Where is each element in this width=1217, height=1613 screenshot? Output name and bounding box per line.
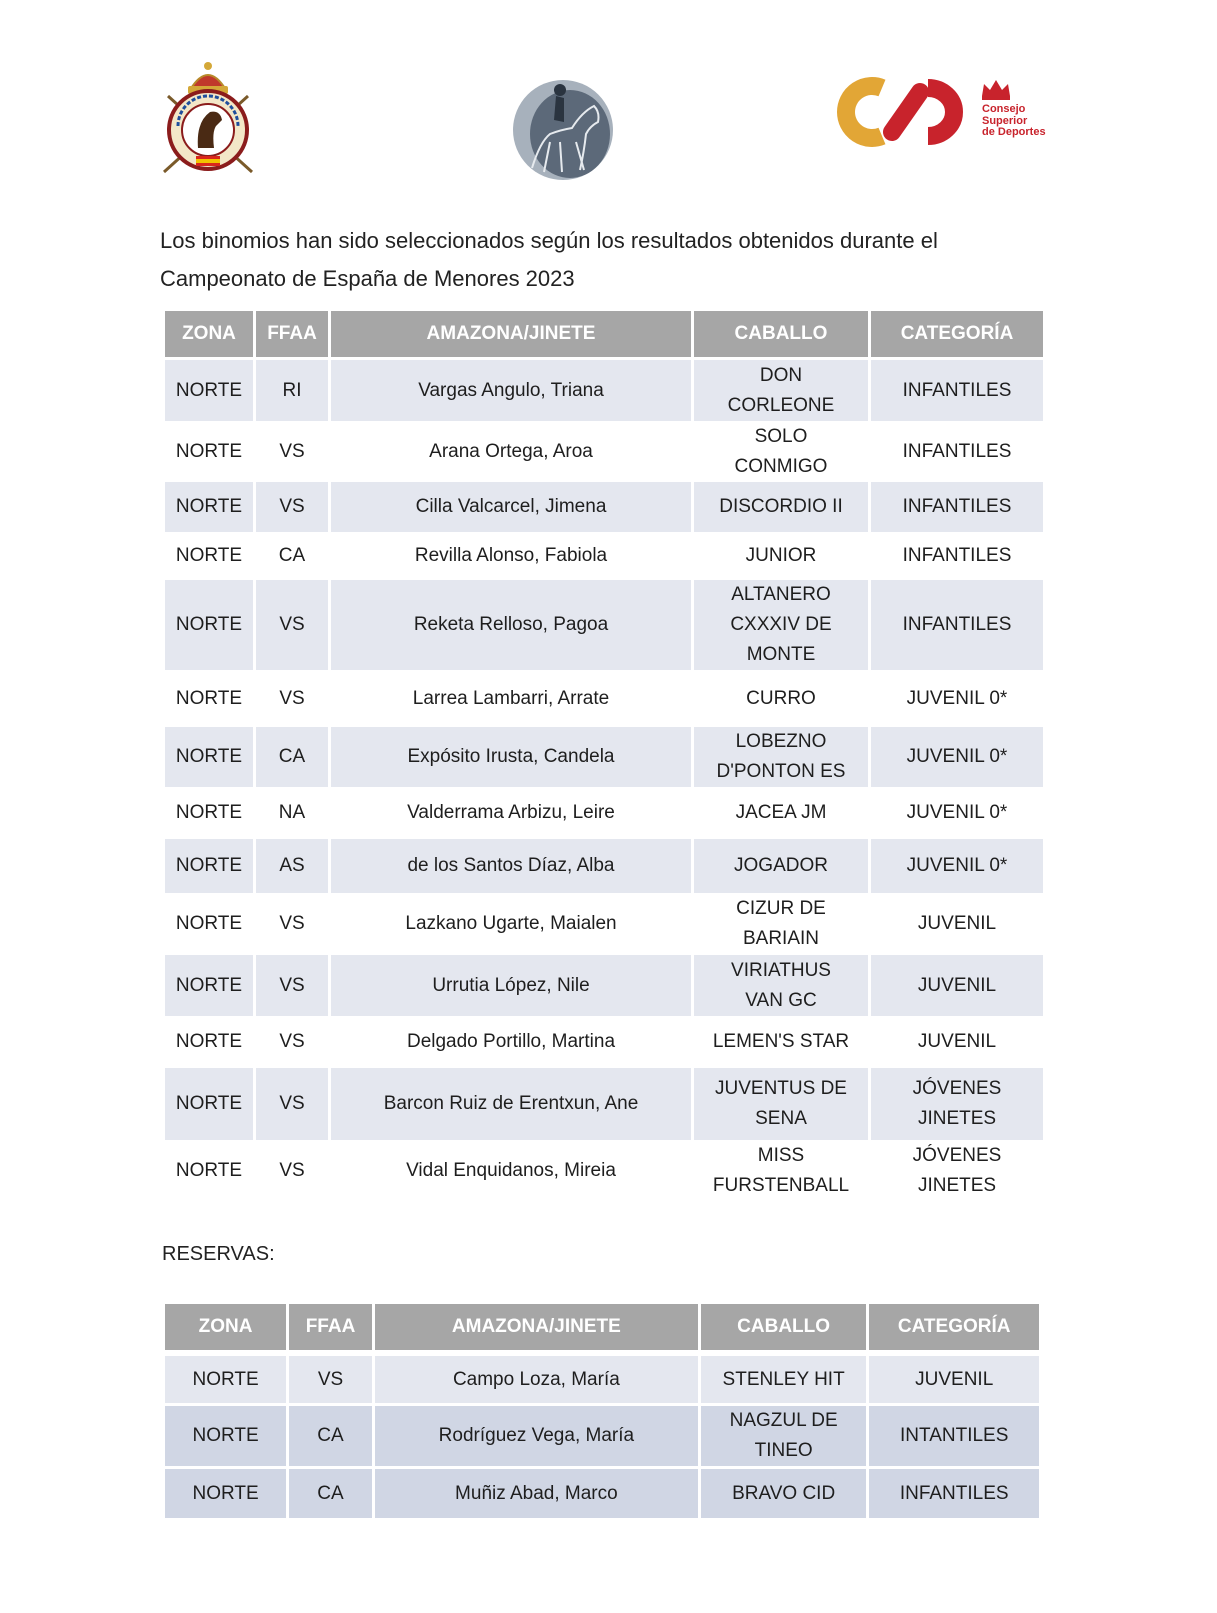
reservas-label: RESERVAS: [162,1243,275,1265]
table-row [165,421,1043,482]
cell-categoria: JUVENIL [871,893,1043,955]
cell-ffaa: VS [289,1353,372,1403]
cell-jinete: Expósito Irusta, Candela [331,727,691,787]
csd-logo [836,74,1062,150]
cell-ffaa: VS [256,1068,328,1140]
reserves-header-row [165,1304,1039,1353]
cell-categoria: INFANTILES [871,482,1043,532]
header-ffaa: FFAA [289,1304,372,1353]
cell-jinete: de los Santos Díaz, Alba [331,839,691,893]
cell-zona: NORTE [165,482,253,532]
table-row [165,787,1043,839]
csd-mark-icon [836,74,976,150]
cell-ffaa: VS [256,1016,328,1068]
cell-categoria: JUVENIL [869,1353,1039,1403]
cell-categoria: INFANTILES [869,1466,1039,1518]
cell-ffaa: VS [256,893,328,955]
cell-ffaa: AS [256,839,328,893]
cell-jinete: Vidal Enquidanos, Mireia [331,1140,691,1202]
cell-caballo: ALTANERO CXXXIV DE MONTE [694,580,868,670]
cell-categoria: INTANTILES [869,1403,1039,1466]
selection-table [162,311,1046,1202]
table-row [165,1016,1043,1068]
cell-caballo: BRAVO CID [701,1466,867,1518]
table-row [165,893,1043,955]
cell-caballo: JUNIOR [694,532,868,580]
cell-caballo: JOGADOR [694,839,868,893]
cell-jinete: Revilla Alonso, Fabiola [331,532,691,580]
csd-text [982,104,1046,139]
table-row [165,1140,1043,1202]
csd-line-1: Consejo [982,103,1026,115]
cell-categoria: JUVENIL 0* [871,839,1043,893]
header-categoria: CATEGORÍA [871,311,1043,360]
cell-zona: NORTE [165,421,253,482]
cell-caballo: CURRO [694,670,868,727]
cell-zona: NORTE [165,1403,286,1466]
cell-zona: NORTE [165,1140,253,1202]
reserves-table [162,1304,1042,1518]
cell-zona: NORTE [165,1353,286,1403]
table-row [165,580,1043,670]
cell-jinete: Muñiz Abad, Marco [375,1466,698,1518]
table-header-row [165,311,1043,360]
reserve-row [165,1466,1039,1518]
cell-ffaa: VS [256,670,328,727]
header-jinete: AMAZONA/JINETE [375,1304,698,1353]
reserve-row [165,1403,1039,1466]
intro-text: Los binomios han sido seleccionados según los resultados obtenidos durante el Campeonato de España de Menores 2023 [160,228,938,291]
cell-caballo: JACEA JM [694,787,868,839]
cell-jinete: Reketa Relloso, Pagoa [331,580,691,670]
cell-ffaa: VS [256,955,328,1016]
csd-line-2: Superior [982,114,1028,127]
rfhe-logo [162,60,254,182]
csd-line-3: de Deportes [982,126,1046,138]
cell-ffaa: CA [256,727,328,787]
cell-caballo: SOLO CONMIGO [694,421,868,482]
cell-zona: NORTE [165,955,253,1016]
cell-jinete: Campo Loza, María [375,1353,698,1403]
cell-caballo: CIZUR DE BARIAIN [694,893,868,955]
cell-zona: NORTE [165,1016,253,1068]
cell-jinete: Lazkano Ugarte, Maialen [331,893,691,955]
cell-zona: NORTE [165,787,253,839]
cell-caballo: STENLEY HIT [701,1353,867,1403]
cell-ffaa: CA [256,532,328,580]
cell-zona: NORTE [165,1466,286,1518]
cell-ffaa: NA [256,787,328,839]
table-row [165,532,1043,580]
cell-ffaa: CA [289,1403,372,1466]
cell-categoria: JUVENIL 0* [871,727,1043,787]
dressage-rider-icon [510,72,616,182]
table-row [165,360,1043,421]
cell-jinete: Delgado Portillo, Martina [331,1016,691,1068]
crown-icon [976,74,1016,102]
cell-categoria: JÓVENES JINETES [871,1068,1043,1140]
cell-caballo: JUVENTUS DE SENA [694,1068,868,1140]
dressage-logo [510,72,616,182]
header-jinete: AMAZONA/JINETE [331,311,691,360]
cell-categoria: INFANTILES [871,421,1043,482]
cell-zona: NORTE [165,532,253,580]
cell-categoria: INFANTILES [871,532,1043,580]
cell-caballo: MISS FURSTENBALL [694,1140,868,1202]
table-row [165,727,1043,787]
table-row [165,955,1043,1016]
cell-ffaa: VS [256,1140,328,1202]
cell-categoria: INFANTILES [871,360,1043,421]
table-row [165,839,1043,893]
table-row [165,670,1043,727]
cell-zona: NORTE [165,580,253,670]
cell-jinete: Urrutia López, Nile [331,955,691,1016]
table-row [165,482,1043,532]
cell-categoria: JUVENIL [871,955,1043,1016]
cell-ffaa: VS [256,421,328,482]
cell-caballo: NAGZUL DE TINEO [701,1403,867,1466]
header-categoria: CATEGORÍA [869,1304,1039,1353]
table-row [165,1068,1043,1140]
cell-caballo: DON CORLEONE [694,360,868,421]
cell-ffaa: RI [256,360,328,421]
cell-zona: NORTE [165,360,253,421]
cell-jinete: Barcon Ruiz de Erentxun, Ane [331,1068,691,1140]
cell-zona: NORTE [165,727,253,787]
cell-caballo: VIRIATHUS VAN GC [694,955,868,1016]
header-ffaa: FFAA [256,311,328,360]
cell-caballo: LOBEZNO D'PONTON ES [694,727,868,787]
cell-categoria: JÓVENES JINETES [871,1140,1043,1202]
cell-caballo: DISCORDIO II [694,482,868,532]
cell-jinete: Vargas Angulo, Triana [331,360,691,421]
cell-categoria: JUVENIL 0* [871,787,1043,839]
cell-jinete: Larrea Lambarri, Arrate [331,670,691,727]
cell-jinete: Arana Ortega, Aroa [331,421,691,482]
cell-categoria: INFANTILES [871,580,1043,670]
cell-ffaa: CA [289,1466,372,1518]
cell-categoria: JUVENIL [871,1016,1043,1068]
cell-caballo: LEMEN'S STAR [694,1016,868,1068]
header-caballo: CABALLO [701,1304,867,1353]
cell-jinete: Cilla Valcarcel, Jimena [331,482,691,532]
cell-zona: NORTE [165,893,253,955]
cell-ffaa: VS [256,482,328,532]
cell-zona: NORTE [165,839,253,893]
rfhe-crest-icon [162,60,254,182]
cell-jinete: Valderrama Arbizu, Leire [331,787,691,839]
cell-jinete: Rodríguez Vega, María [375,1403,698,1466]
cell-zona: NORTE [165,670,253,727]
header-caballo: CABALLO [694,311,868,360]
header-zona: ZONA [165,1304,286,1353]
header-zona: ZONA [165,311,253,360]
cell-categoria: JUVENIL 0* [871,670,1043,727]
cell-zona: NORTE [165,1068,253,1140]
cell-ffaa: VS [256,580,328,670]
reserve-row [165,1353,1039,1403]
